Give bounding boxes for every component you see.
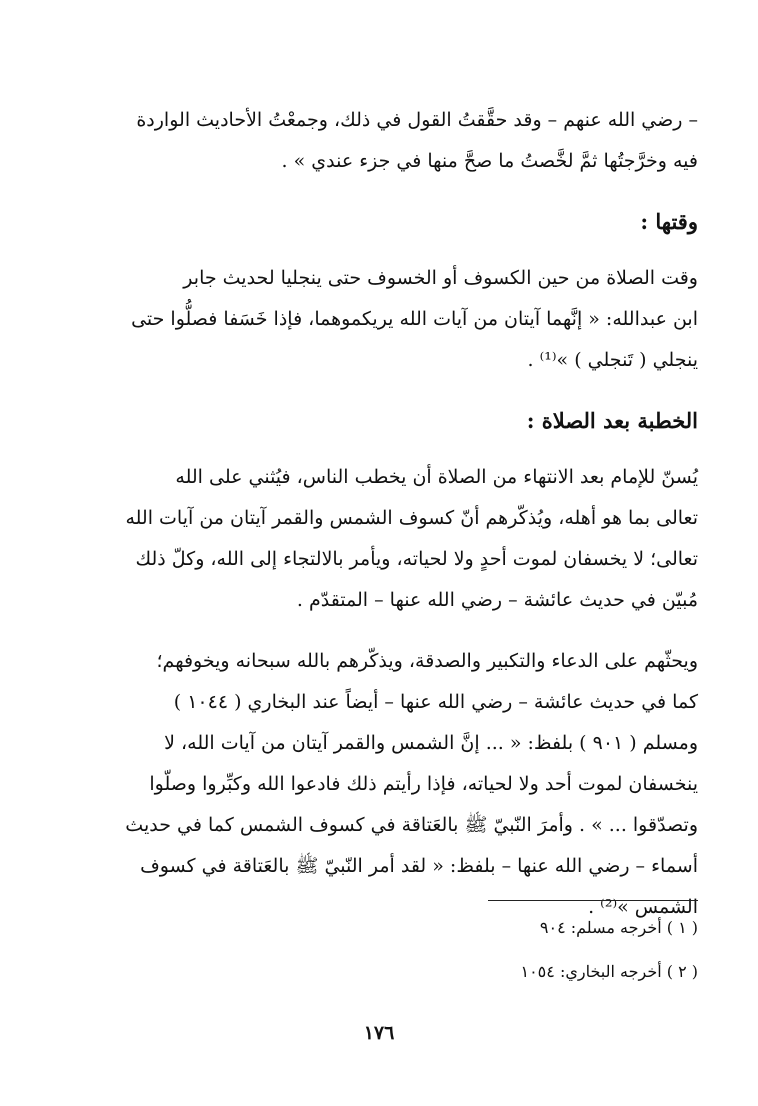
paragraph-exhortation [60, 641, 698, 928]
text-line: ينخسفان لموت أحد ولا لحياته، فإذا رأيتم ذلك فادعوا الله وكبِّروا وصلّوا [149, 773, 698, 795]
text-line: ويحثّهم على الدعاء والتكبير والصدقة، ويذكّرهم بالله سبحانه ويخوفهم؛ [156, 650, 698, 672]
section-heading-sermon: الخطبة بعد الصلاة : [526, 408, 698, 433]
text-line: كما في حديث عائشة – رضي الله عنها – أيضاً عند البخاري ( ١٠٤٤ ) [173, 691, 698, 713]
text-line: فيه وخرَّجتُها ثمَّ لخَّصتُ ما صحَّ منها في جزء عندي » . [281, 150, 698, 172]
text-line: الشمس »⁽²⁾ . [588, 896, 698, 918]
text-line: وتصدّقوا ... » . وأمرَ النّبيّ ﷺ بالعَتاقة في كسوف الشمس كما في حديث [125, 814, 698, 836]
text-line: ابن عبدالله: « إنَّهما آيتان من آيات الله يريكموهما، فإذا خَسَفا فصلُّوا حتى [131, 308, 698, 330]
text-line: تعالى بما هو أهله، ويُذكّرهم أنّ كسوف الشمس والقمر آيتان من آيات الله [125, 507, 698, 529]
footnotes [520, 906, 698, 994]
text-line: أسماء – رضي الله عنها – بلفظ: « لقد أمر النّبيّ ﷺ بالعَتاقة في كسوف [140, 855, 698, 877]
footnote-divider [488, 900, 698, 901]
section-heading-time: وقتها : [640, 209, 698, 234]
footnote-1: ( ١ ) أخرجه مسلم: ٩٠٤ [539, 918, 698, 937]
paragraph-sermon [60, 457, 698, 621]
paragraph-intro [60, 100, 698, 182]
paragraph-time [60, 258, 698, 381]
text-line: وقت الصلاة من حين الكسوف أو الخسوف حتى ينجليا لحديث جابر [183, 267, 698, 289]
footnote-2: ( ٢ ) أخرجه البخاري: ١٠٥٤ [520, 962, 698, 981]
text-line: يُسنّ للإمام بعد الانتهاء من الصلاة أن يخطب الناس، فيُثني على الله [175, 466, 698, 488]
text-line: ومسلم ( ٩٠١ ) بلفظ: « ... إنَّ الشمس والقمر آيتان من آيات الله، لا [164, 732, 698, 754]
page-number: ١٧٦ [363, 1022, 395, 1044]
text-line: ينجلي ( تَنجلي ) »⁽¹⁾ . [527, 349, 698, 371]
text-line: – رضي الله عنهم – وقد حقَّقتُ القول في ذلك، وجمعْتُ الأحاديث الواردة [136, 109, 698, 131]
text-line: تعالى؛ لا يخسفان لموت أحدٍ ولا لحياته، ويأمر بالالتجاء إلى الله، وكلّ ذلك [135, 548, 698, 570]
text-line: مُبيّن في حديث عائشة – رضي الله عنها – المتقدّم . [296, 589, 698, 611]
